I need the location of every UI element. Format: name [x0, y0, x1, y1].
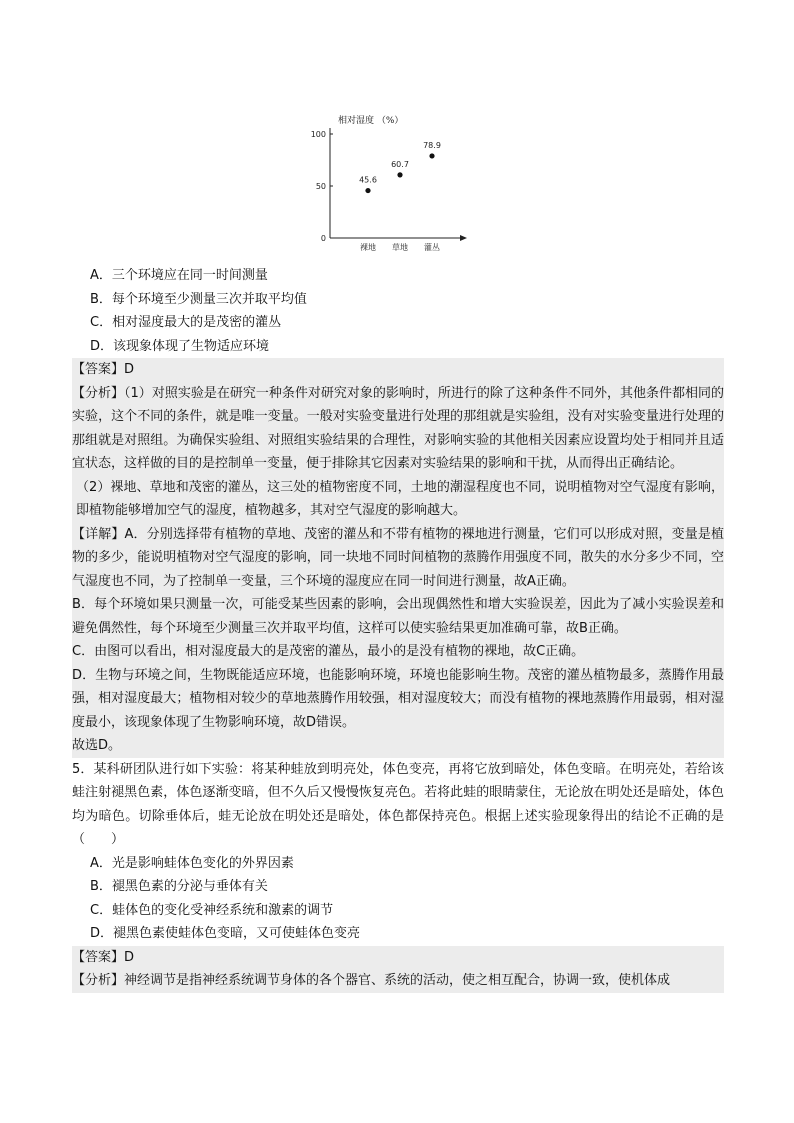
y-axis-label: 相对湿度 （%） — [338, 116, 404, 126]
q5-stem: 5．某科研团队进行如下实验：将某种蛙放到明亮处，体色变亮，再将它放到暗处，体色变暗。在明亮处，若给该蛙注射褪黑色素，体色逐渐变暗，但不久后又慢慢恢复亮色。若将此蛙的眼睛蒙住，无论放在明处还是暗处，体色均为暗色。切除垂体后，蛙无论放在明处还是暗处，体色都保持亮色。根据上述实验现象得出的结论不正确的是（ ） — [72, 761, 724, 847]
q4-analysis-1 — [72, 382, 724, 476]
x-axis-arrow — [460, 235, 467, 241]
q4-analysis-2: （2）裸地、草地和茂密的灌丛，这三处的植物密度不同，土地的潮湿程度也不同，说明植物对空气湿度有影响，即植物能够增加空气的湿度，植物越多，其对空气湿度的影响越大。 — [76, 479, 724, 518]
q5-analysis-label: 【分析】 — [72, 973, 125, 988]
y-tick-label: 0 — [320, 234, 326, 243]
data-label: 78.9 — [423, 140, 441, 150]
q4-option-b: B．每个环境至少测量三次并取平均值 — [90, 291, 307, 307]
data-point — [429, 153, 434, 158]
data-label: 60.7 — [391, 159, 409, 169]
q5-option-c: C．蛙体色的变化受神经系统和激素的调节 — [90, 902, 334, 918]
q4-detail-c: C．由图可以看出，相对湿度最大的是茂密的灌丛，最小的是没有植物的裸地，故C正确。 — [72, 644, 585, 659]
x-tick-label: 灌丛 — [424, 243, 440, 252]
content — [72, 264, 724, 993]
q5-option-b: B．褪黑色素的分泌与垂体有关 — [90, 879, 268, 894]
y-tick-label: 100 — [310, 130, 326, 139]
q4-detail-d: D．生物与环境之间，生物既能适应环境，也能影响环境，环境也能影响生物。茂密的灌丛植物最多，蒸腾作用最强，相对湿度最大；植物相对较少的草地蒸腾作用较强，相对湿度较大；而没有植物的裸地蒸腾作用最弱，相对湿度最小，该现象体现了生物影响环境，故D错误。 — [72, 667, 724, 730]
q4-detail-b: B．每个环境如果只测量一次，可能受某些因素的影响，会出现偶然性和增大实验误差，因此为了减小实验误差和避免偶然性，每个环境至少测量三次并取平均值，这样可以使实验结果更加准确可靠，故B正确。 — [72, 597, 724, 636]
q4-detail-label: 【详解】 — [72, 526, 125, 542]
humidity-chart — [300, 108, 470, 258]
q4-option-d: D．该现象体现了生物适应环境 — [90, 338, 270, 354]
q5-analysis-1 — [72, 969, 724, 993]
q5-answer: 【答案】D — [72, 949, 135, 965]
q4-detail-a — [72, 523, 724, 594]
q4-answer: 【答案】D — [72, 362, 135, 377]
data-point — [365, 188, 370, 193]
q4-detail-a-text: A．分别选择带有植物的草地、茂密的灌丛和不带有植物的裸地进行测量，它们可以形成对照，变量是植物的多少，能说明植物对空气湿度的影响，同一块地不同时间植物的蒸腾作用强度不同，散失的水分多少不同，空气湿度也不同，为了控制单一变量，三个环境的湿度应在同一时间进行测量，故A正确。 — [72, 526, 724, 589]
q4-conclusion: 故选D。 — [72, 738, 122, 753]
q5-option-d: D．褪黑色素使蛙体色变暗，又可使蛙体色变亮 — [90, 926, 361, 941]
q4-option-c: C．相对湿度最大的是茂密的灌丛 — [90, 315, 282, 330]
q4-solution — [72, 358, 724, 758]
q4-analysis-label: 【分析】 — [72, 385, 125, 401]
q4-option-a: A．三个环境应在同一时间测量 — [90, 268, 268, 283]
humidity-chart-svg — [300, 108, 470, 258]
q5-solution — [72, 946, 724, 993]
x-tick-label: 裸地 — [360, 243, 376, 252]
q5-option-a: A．光是影响蛙体色变化的外界因素 — [90, 855, 294, 871]
y-tick-label: 50 — [315, 182, 326, 191]
data-label: 45.6 — [359, 175, 377, 185]
q5-analysis-1-text: 神经调节是指神经系统调节身体的各个器官、系统的活动，使之相互配合，协调一致，使机体成 — [124, 973, 671, 988]
q4-analysis-1-text: （1）对照实验是在研究一种条件对研究对象的影响时，所进行的除了这种条件不同外，其他条件都相同的实验，这个不同的条件，就是唯一变量。一般对实验变量进行处理的那组就是实验组，没有对实验变量进行处理的那组就是对照组。为确保实验组、对照组实验结果的合理性，对影响实验的其他相关因素应设置均处于相同并且适宜状态，这样做的目的是控制单一变量，便于排除其它因素对实验结果的影响和干扰，从而得出正确结论。 — [72, 385, 724, 471]
data-point — [397, 172, 402, 177]
x-tick-label: 草地 — [392, 243, 408, 252]
